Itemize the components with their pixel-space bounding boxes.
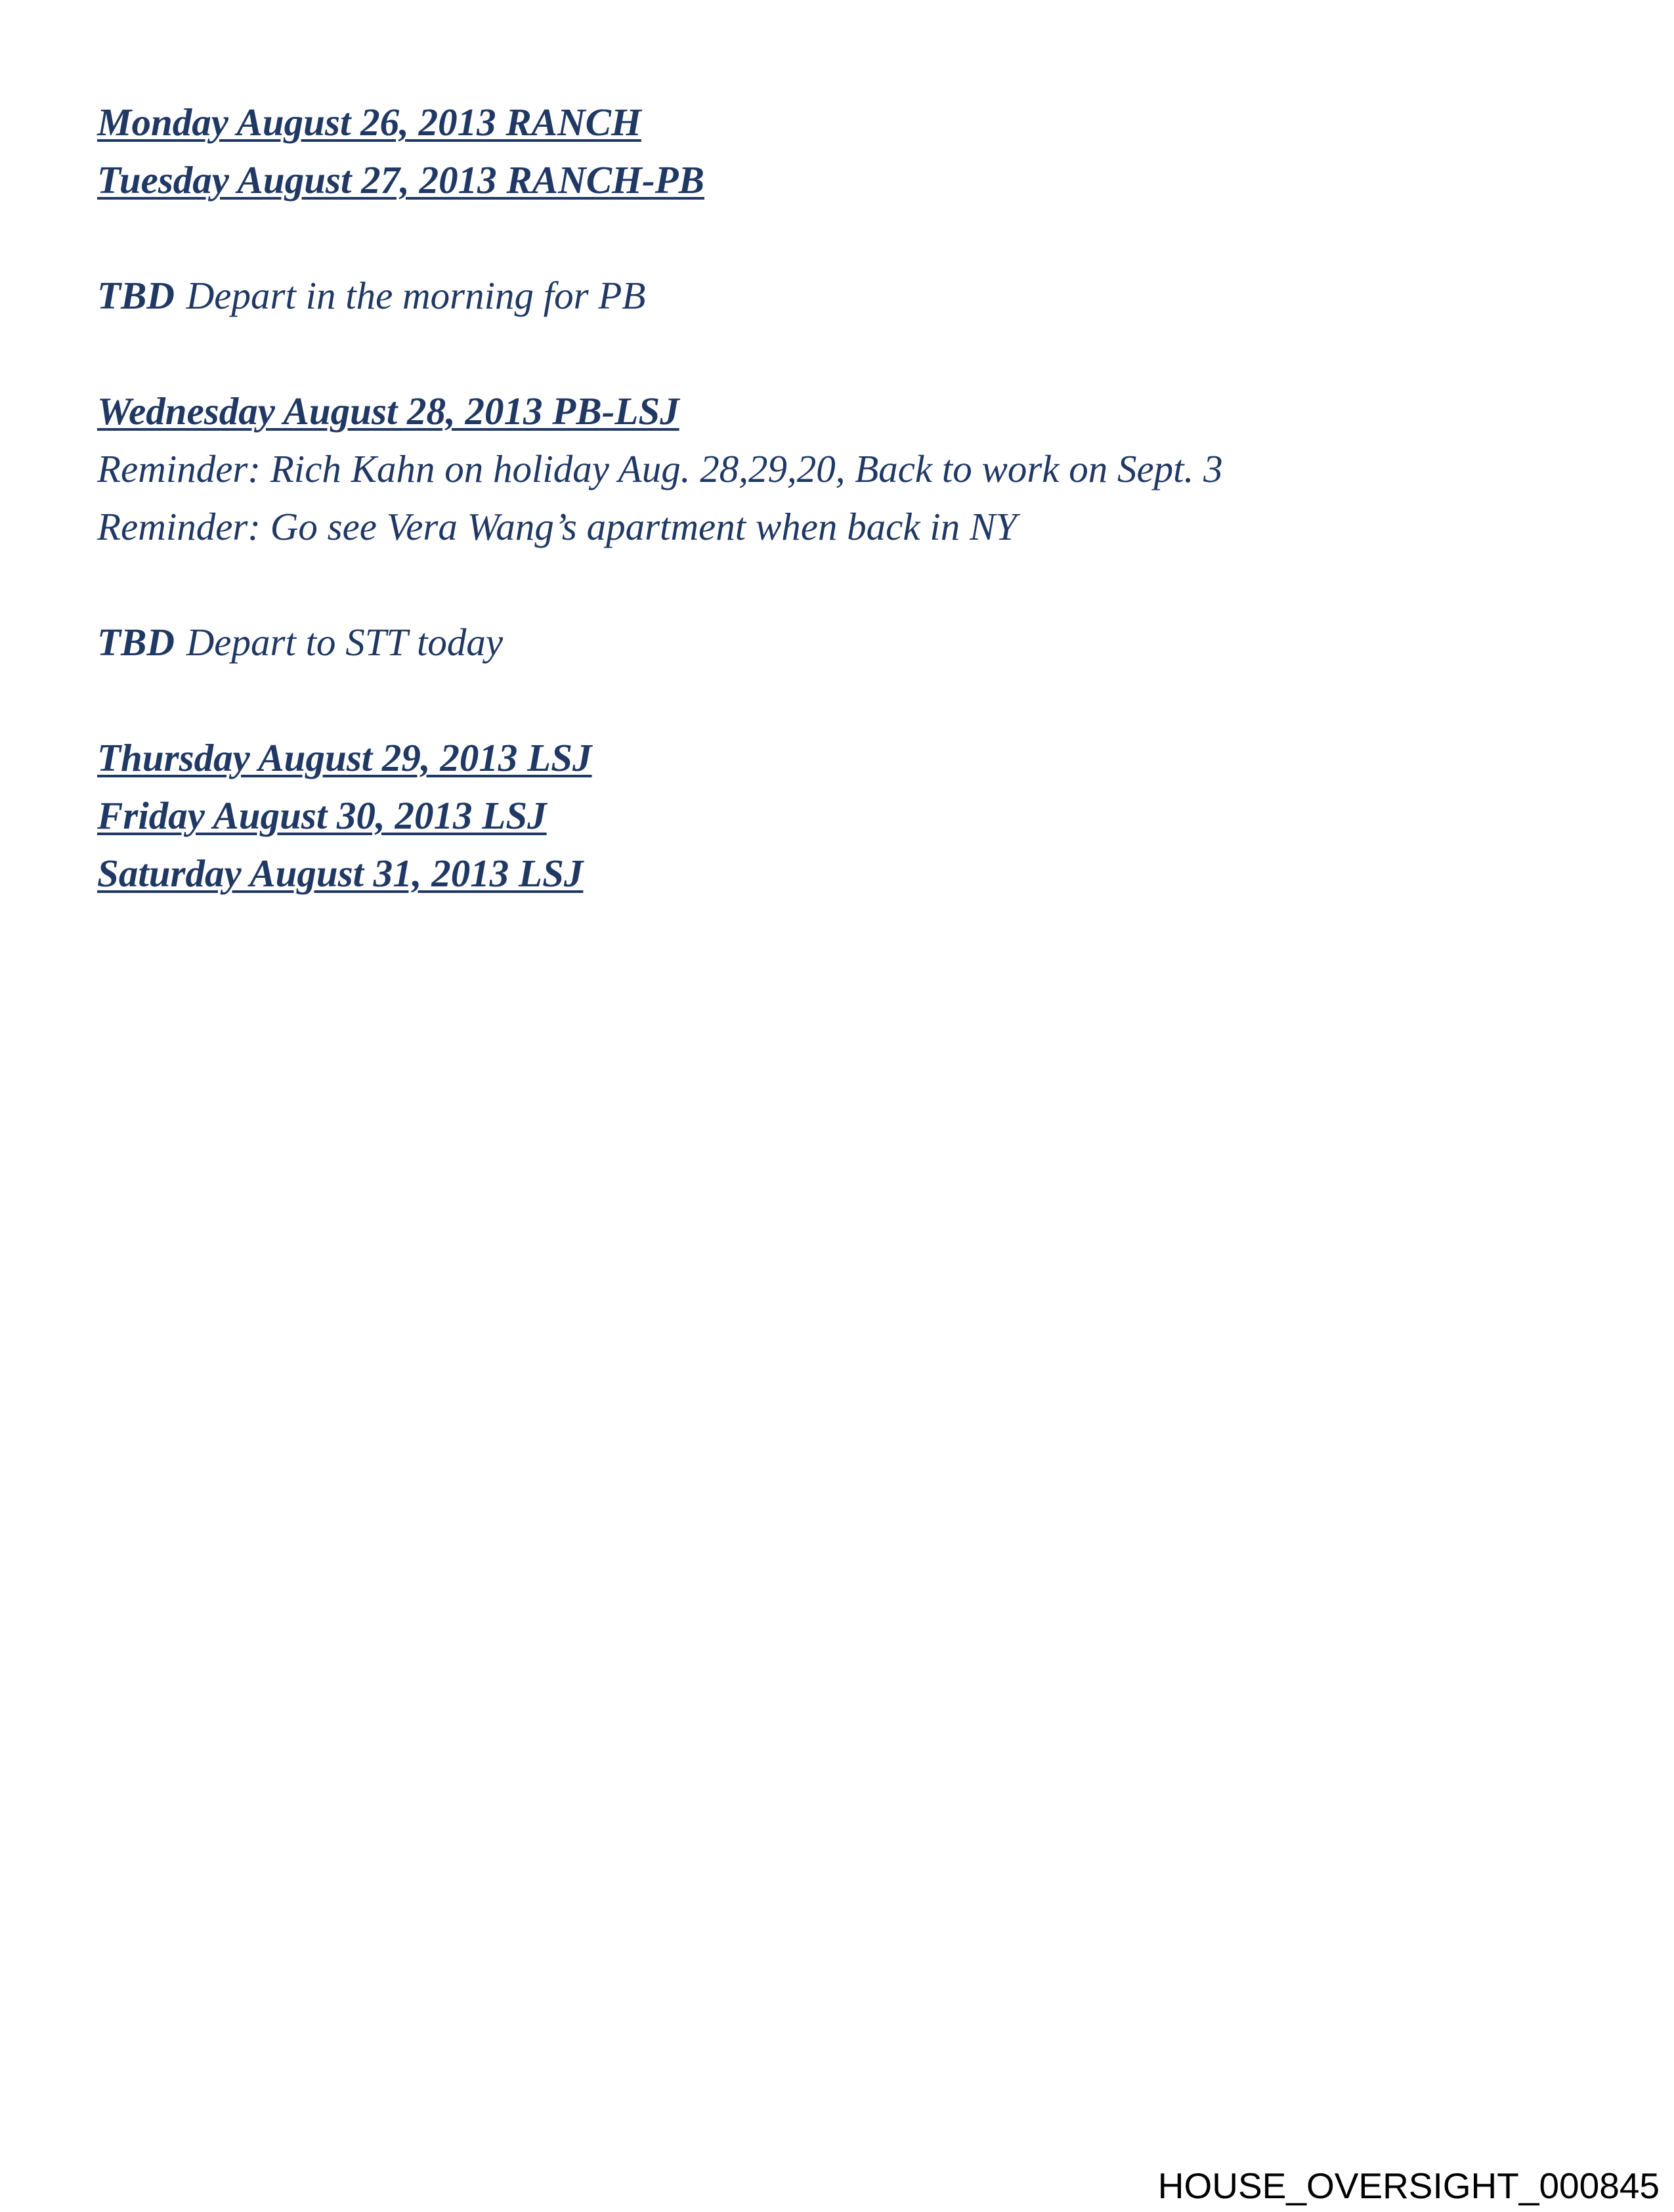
schedule-entry-depart-pb [97, 267, 1595, 324]
heading-text: Thursday August 29, 2013 LSJ [97, 736, 592, 779]
blank-line [97, 671, 1595, 729]
schedule-day-heading-friday [97, 787, 1595, 844]
blank-line [97, 324, 1595, 382]
heading-text: Monday August 26, 2013 RANCH [97, 100, 641, 144]
entry-text: Depart to STT today [186, 620, 504, 664]
entry-time-label: TBD [97, 274, 175, 317]
entry-time-label: TBD [97, 620, 175, 664]
bates-number: HOUSE_OVERSIGHT_000845 [1157, 2165, 1660, 2206]
schedule-day-heading-thursday [97, 729, 1595, 787]
schedule-note-rich-kahn [97, 440, 1595, 498]
entry-text: Depart in the morning for PB [186, 274, 646, 317]
schedule-entry-depart-stt [97, 613, 1595, 671]
note-text: Reminder: Go see Vera Wang’s apartment when back in NY [97, 505, 1018, 548]
heading-text: Wednesday August 28, 2013 PB-LSJ [97, 389, 679, 433]
note-text: Reminder: Rich Kahn on holiday Aug. 28,29,20, Back to work on Sept. 3 [97, 447, 1223, 490]
schedule-day-heading-tuesday [97, 151, 1595, 209]
blank-line [97, 555, 1595, 613]
heading-text: Tuesday August 27, 2013 RANCH-PB [97, 158, 704, 202]
schedule-day-heading-saturday [97, 844, 1595, 902]
heading-text: Saturday August 31, 2013 LSJ [97, 852, 584, 895]
heading-text: Friday August 30, 2013 LSJ [97, 794, 547, 837]
schedule-day-heading-monday [97, 93, 1595, 151]
schedule-day-heading-wednesday [97, 382, 1595, 440]
blank-line [97, 209, 1595, 267]
schedule-note-vera-wang [97, 498, 1595, 555]
